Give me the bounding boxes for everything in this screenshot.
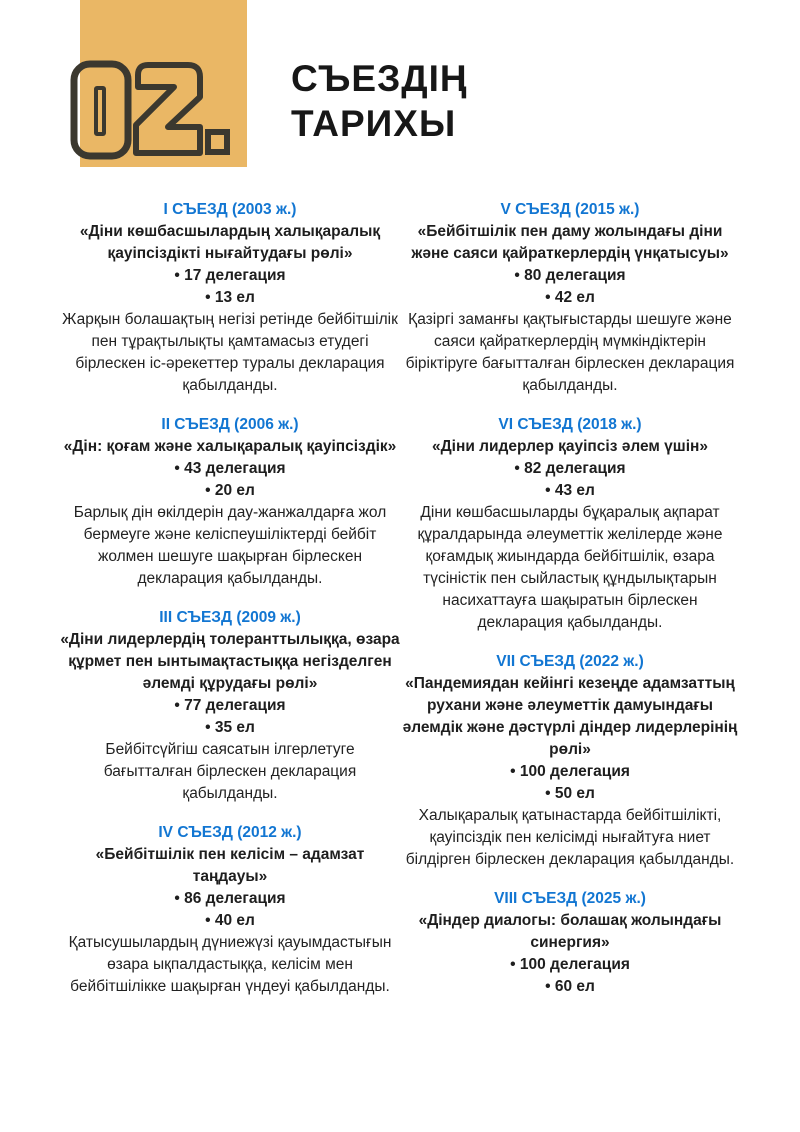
congress-section-i — [60, 199, 400, 397]
congress-heading: V СЪЕЗД (2015 ж.) — [500, 201, 640, 218]
congress-section-ii — [60, 414, 400, 590]
congress-heading: VIII СЪЕЗД (2025 ж.) — [494, 890, 646, 907]
congress-description: Халықаралық қатынастарда бейбітшілікті, қауіпсіздік пен келісімді нығайтуға ниет білдірген бірлескен декларация қабылданды. — [405, 807, 735, 868]
page-title-line1: СЪЕЗДІҢ — [291, 58, 468, 99]
congress-description: Діни көшбасшыларды бұқаралық ақпарат құралдарында әлеуметтік желілерде және қоғамдық жиындарда бейбітшілік, өзара түсіністік пен сыйластық құндылықтарын насихаттауға шақыратын бірлескен декларация қабылданды. — [417, 504, 723, 631]
congress-section-vi — [400, 414, 740, 634]
congress-title: «Бейбітшілік пен келісім – адамзат таңдауы» — [95, 846, 365, 885]
congress-heading: I СЪЕЗД (2003 ж.) — [163, 201, 297, 218]
section-number-label — [0, 0, 1, 1]
congress-delegations: • 77 делегация — [174, 697, 286, 714]
congress-section-iii — [60, 607, 400, 805]
congress-countries: • 20 ел — [205, 482, 255, 499]
congress-description: Барлық дін өкілдерін дау-жанжалдарға жол бермеуге және келіспеушіліктерді бейбіт жолмен шешуге шақырған бірлескен декларация қабылданды. — [73, 504, 387, 587]
congress-delegations: • 82 делегация — [514, 460, 626, 477]
congress-section-vii — [400, 651, 740, 871]
congress-title: «Діни көшбасшылардың халықаралық қауіпсіздікті нығайтудағы рөлі» — [79, 223, 381, 262]
congress-countries: • 13 ел — [205, 289, 255, 306]
congress-title: «Дін: қоғам және халықаралық қауіпсіздік» — [63, 438, 397, 455]
congress-columns — [0, 167, 800, 1015]
congress-section-iv — [60, 822, 400, 998]
congress-heading: II СЪЕЗД (2006 ж.) — [161, 416, 299, 433]
congress-countries: • 50 ел — [545, 785, 595, 802]
page-title — [291, 56, 468, 146]
congress-heading: IV СЪЕЗД (2012 ж.) — [158, 824, 302, 841]
header — [0, 0, 800, 167]
congress-description: Қатысушылардың дүниежүзі қауымдастығын өзара ықпалдастыққа, келісім мен бейбітшілікке шақырған үндеуі қабылданды. — [68, 934, 392, 995]
numeral-02-icon — [70, 60, 230, 160]
congress-section-viii — [400, 888, 740, 998]
congress-title: «Діни лидерлердің толеранттылыққа, өзара құрмет пен ынтымақтастыққа негізделген әлемді құрудағы рөлі» — [60, 631, 400, 692]
congress-delegations: • 100 делегация — [510, 763, 630, 780]
congress-delegations: • 43 делегация — [174, 460, 286, 477]
congress-delegations: • 86 делегация — [174, 890, 286, 907]
congress-countries: • 43 ел — [545, 482, 595, 499]
page-title-line2: ТАРИХЫ — [291, 103, 457, 144]
congress-delegations: • 100 делегация — [510, 956, 630, 973]
congress-delegations: • 17 делегация — [174, 267, 286, 284]
congress-heading: VII СЪЕЗД (2022 ж.) — [496, 653, 644, 670]
congress-countries: • 42 ел — [545, 289, 595, 306]
congress-description: Қазіргі заманғы қақтығыстарды шешуге және саяси қайраткерлердің мүмкіндіктерін біріктіруге бағытталған бірлескен декларация қабылданды. — [405, 311, 735, 394]
congress-countries: • 60 ел — [545, 978, 595, 995]
congress-countries: • 40 ел — [205, 912, 255, 929]
congress-title: «Пандемиядан кейінгі кезеңде адамзаттың рухани және әлеуметтік дамуындағы әлемдік және дәстүрлі діндер лидерлерінің рөлі» — [402, 675, 738, 758]
congress-title: «Бейбітшілік пен даму жолындағы діни және саяси қайраткерлердің үнқатысуы» — [411, 223, 729, 262]
congress-title: «Діндер диалогы: болашақ жолындағы синергия» — [418, 912, 722, 951]
congress-heading: VI СЪЕЗД (2018 ж.) — [498, 416, 642, 433]
congress-delegations: • 80 делегация — [514, 267, 626, 284]
left-column — [60, 199, 400, 1015]
congress-countries: • 35 ел — [205, 719, 255, 736]
congress-description: Бейбітсүйгіш саясатын ілгерлетуге бағытталған бірлескен декларация қабылданды. — [103, 741, 357, 802]
congress-description: Жарқын болашақтың негізі ретінде бейбітшілік пен тұрақтылықты қамтамасыз етудегі бірлескен іс-әрекеттер туралы декларация қабылданды. — [62, 311, 398, 394]
right-column — [400, 199, 740, 1015]
congress-title: «Діни лидерлер қауіпсіз әлем үшін» — [431, 438, 708, 455]
congress-heading: III СЪЕЗД (2009 ж.) — [159, 609, 301, 626]
congress-section-v — [400, 199, 740, 397]
